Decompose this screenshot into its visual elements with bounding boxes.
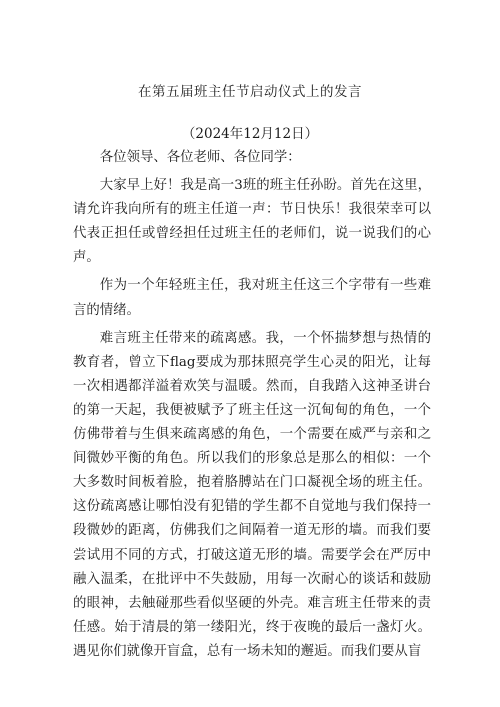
salutation: 各位领导、各位老师、各位同学：	[99, 150, 301, 165]
document-date: （2024年12月12日）	[181, 126, 319, 142]
paragraph-main: 难言班主任带来的疏离感。我，一个怀揣梦想与热情的教育者，曾立下flag要成为那抹照亮学生心灵的阳光，让每一次相遇都洋溢着欢笑与温暖。然而，自我踏入这神圣讲台的第一天起，我便被赋予了班主任这一沉甸甸的角色，一个仿佛带着与生俱来疏离感的角色，一个需要在威严与亲和之间微妙平衡的角色。所以我们的形象总是那么的相似：一个大多数时间板着脸，抱着胳膊站在门口凝视全场的班主任。这份疏离感让哪怕没有犯错的学生都不自觉地与我们保持一段微妙的距离，仿佛我们之间隔着一道无形的墙。而我们要尝试用不同的方式，打破这道无形的墙。需要学会在严厉中融入温柔，在批评中不失鼓励，用每一次耐心的谈话和鼓励的眼神，去触碰那些看似坚硬的外壳。难言班主任带来的责任感。始于清晨的第一缕阳光，终于夜晚的最后一盏灯火。遇见你们就像开盲盒，总有一场未知的邂逅。而我们要从盲	[73, 330, 431, 659]
paragraph-intro: 作为一个年轻班主任，我对班主任这三个字带有一些难言的情绪。	[73, 278, 431, 318]
paragraph-greeting: 大家早上好！我是高一3班的班主任孙盼。首先在这里，请允许我向所有的班主任道一声：节日快乐！我很荣幸可以代表正担任或曾经担任过班主任的老师们，说一说我们的心声。	[73, 178, 431, 266]
document-body	[73, 146, 431, 668]
document-title: 在第五届班主任节启动仪式上的发言	[138, 84, 362, 100]
